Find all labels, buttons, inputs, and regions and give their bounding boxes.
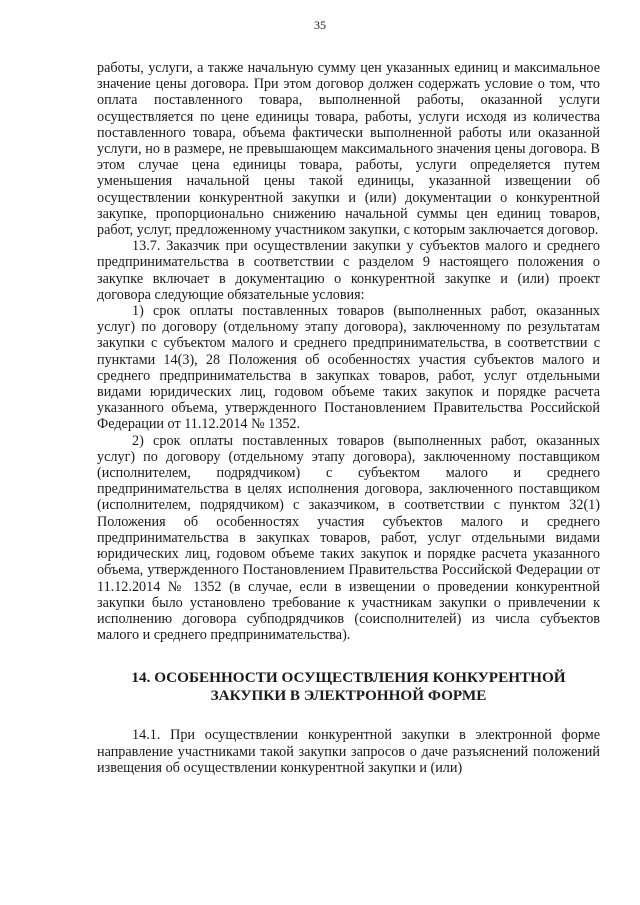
paragraph-13-7: 13.7. Заказчик при осуществлении закупки у субъектов малого и среднего предпринимательства в соответствии с разделом 9 настоящего положения о закупке включает в документацию о конкурентной закупке и (или) проект договора следующие обязательные условия: xyxy=(97,238,600,303)
section-heading-14: 14. ОСОБЕННОСТИ ОСУЩЕСТВЛЕНИЯ КОНКУРЕНТНОЙ ЗАКУПКИ В ЭЛЕКТРОННОЙ ФОРМЕ xyxy=(131,669,566,705)
page-number: 35 xyxy=(314,18,326,32)
document-body xyxy=(97,60,600,776)
paragraph-condition-2: 2) срок оплаты поставленных товаров (выполненных работ, оказанных услуг) по договору (отдельному этапу договора), заключенному поставщиком (исполнителем, подрядчиком) с субъектом малого и среднего предпринимательства в целях исполнения договора, заключенного поставщиком (исполнителем, подрядчиком) с заказчиком, в соответствии с пунктом 32(1) Положения об особенностях участия субъектов малого и среднего предпринимательства в закупках товаров, работ, услуг отдельными видами юридических лиц, годовом объеме таких закупок и порядке расчета указанного объема, утвержденного Постановлением Правительства Российской Федерации от 11.12.2014 № 1352 (в случае, если в извещении о проведении конкурентной закупки было установлено требование к участникам закупки о привлечении к исполнению договора субподрядчиков (соисполнителей) из числа субъектов малого и среднего предпринимательства). xyxy=(97,432,600,644)
paragraph-condition-1: 1) срок оплаты поставленных товаров (выполненных работ, оказанных услуг) по договору (отдельному этапу договора), заключенному по результатам закупки с субъектом малого и среднего предпринимательства, в соответствии с пунктами 14(3), 28 Положения об особенностях участия субъектов малого и среднего предпринимательства в закупках товаров, работ, услуг отдельными видами юридических лиц, годовом объеме таких закупок и порядке расчета указанного объема, утвержденного Постановлением Правительства Российской Федерации от 11.12.2014 № 1352. xyxy=(97,303,600,433)
paragraph-14-1: 14.1. При осуществлении конкурентной закупки в электронной форме направление участниками такой закупки запросов о даче разъяснений положений извещения об осуществлении конкурентной закупки и (или) xyxy=(97,727,600,776)
paragraph-continuation: работы, услуги, а также начальную сумму цен указанных единиц и максимальное значение цены договора. При этом договор должен содержать условие о том, что оплата поставленного товара, выполненной работы, оказанной услуги осуществляется по цене единицы товара, работы, услуги исходя из количества поставленного товара, объема фактически выполненной работы или оказанной услуги, но в размере, не превышающем максимального значения цены договора. В этом случае цена единицы товара, работы, услуги определяется путем уменьшения начальной цены такой единицы, указанной извещении об осуществлении конкурентной закупки и (или) документации о конкурентной закупке, пропорционально снижению начальной суммы цен единиц товаров, работ, услуг, предложенному участником закупки, с которым заключается договор. xyxy=(97,60,600,239)
